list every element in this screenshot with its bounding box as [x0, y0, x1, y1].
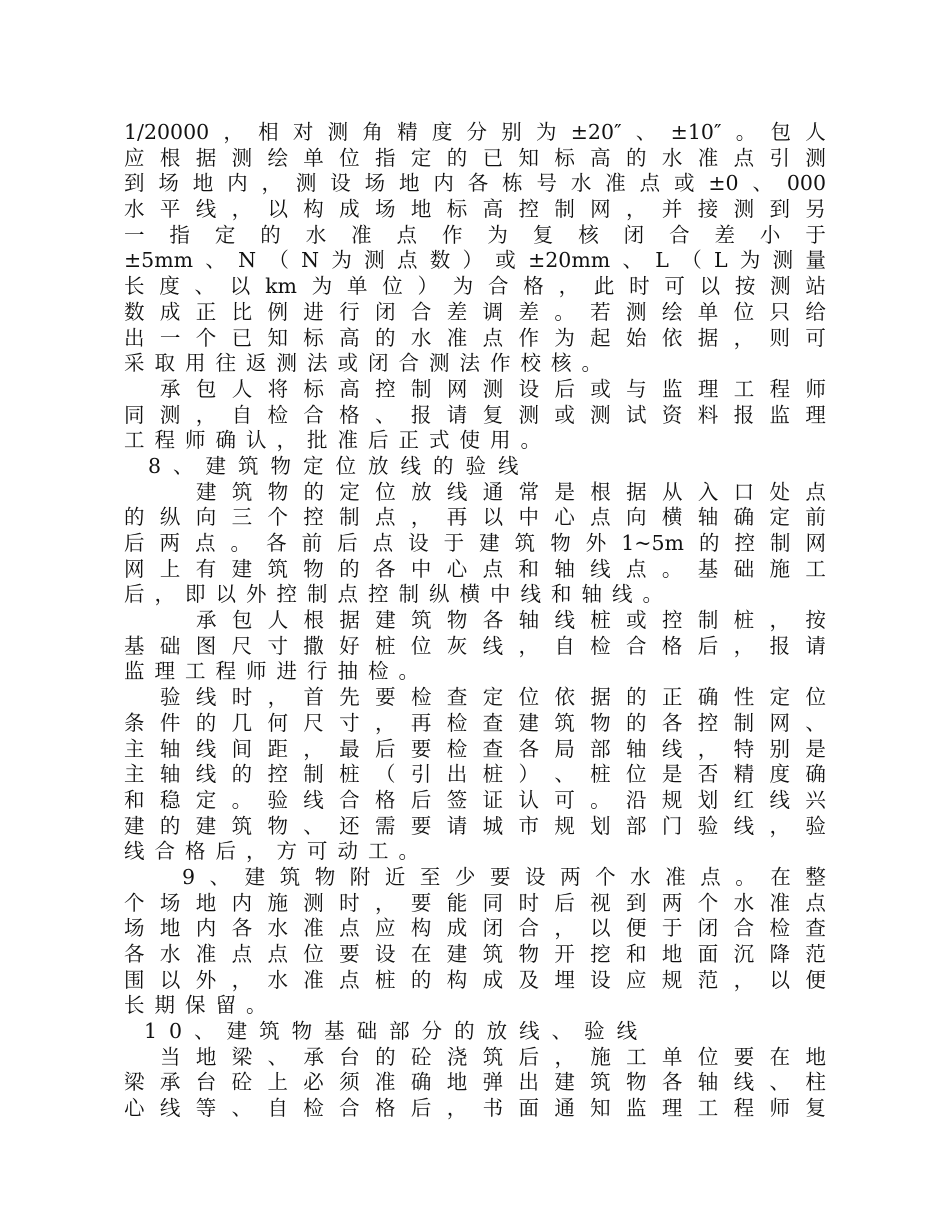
- text-line: 承 包 人 根 据 建 筑 物 各 轴 线 桩 或 控 制 桩 ， 按: [196, 608, 826, 633]
- text-line: 10、建筑物基础部分的放线、验线: [144, 1019, 650, 1044]
- text-line: 一 指 定 的 水 准 点 作 为 复 核 闭 合 差 小 于: [124, 222, 826, 247]
- text-line: 1/20000 ， 相 对 测 角 精 度 分 别 为 ±20″ 、 ±10″ 。 包 人: [124, 120, 826, 144]
- text-line: 验 线 时 ， 首 先 要 检 查 定 位 依 据 的 正 确 性 定 位: [160, 685, 826, 710]
- text-line: 场 地 内 各 水 准 点 应 构 成 闭 合 ， 以 便 于 闭 合 检 查: [124, 916, 826, 941]
- text-line: 建 的 建 筑 物 、 还 需 要 请 城 市 规 划 部 门 验 线 ， 验: [124, 813, 826, 838]
- text-line: 监理工程师进行抽检。: [124, 659, 429, 684]
- text-line: 水 平 线 ， 以 构 成 场 地 标 高 控 制 网 ， 并 接 测 到 另: [124, 197, 826, 222]
- text-line: 采取用往返测法或闭合测法作校核。: [124, 351, 612, 376]
- text-line: 围 以 外 ， 水 准 点 桩 的 构 成 及 埋 设 应 规 范 ， 以 便: [124, 967, 826, 992]
- text-line: 工程师确认，批准后正式使用。: [124, 428, 551, 453]
- text-line: 的 纵 向 三 个 控 制 点 ， 再 以 中 心 点 向 横 轴 确 定 前: [124, 505, 826, 530]
- text-line: 9 、 建 筑 物 附 近 至 少 要 设 两 个 水 准 点 。 在 整: [182, 864, 826, 889]
- text-line: 建 筑 物 的 定 位 放 线 通 常 是 根 据 从 入 口 处 点: [196, 479, 826, 504]
- text-line: 应 根 据 测 绘 单 位 指 定 的 已 知 标 高 的 水 准 点 引 测: [124, 145, 826, 170]
- text-line: 网 上 有 建 筑 物 的 各 中 心 点 和 轴 线 点 。 基 础 施 工: [124, 556, 826, 581]
- text-line: 当 地 梁 、 承 台 的 砼 浇 筑 后 ， 施 工 单 位 要 在 地: [160, 1044, 826, 1069]
- text-line: 主 轴 线 的 控 制 桩 （ 引 出 桩 ） 、 桩 位 是 否 精 度 确: [124, 762, 826, 787]
- text-line: 条 件 的 几 何 尺 寸 ， 再 检 查 建 筑 物 的 各 控 制 网 、: [124, 710, 826, 735]
- text-line: 到 场 地 内 ， 测 设 场 地 内 各 栋 号 水 准 点 或 ±0 、 000: [124, 171, 826, 196]
- text-line: 各 水 准 点 点 位 要 设 在 建 筑 物 开 挖 和 地 面 沉 降 范: [124, 942, 826, 966]
- text-line: 心 线 等 、 自 检 合 格 后 ， 书 面 通 知 监 理 工 程 师 复: [124, 1096, 826, 1121]
- text-line: 8、建筑物定位放线的验线: [148, 453, 531, 478]
- text-line: 后，即以外控制点控制纵横中线和轴线。: [124, 582, 673, 607]
- text-line: 和 稳 定 。 验 线 合 格 后 签 证 认 可 。 沿 规 划 红 线 兴: [124, 787, 826, 812]
- text-line: 承 包 人 将 标 高 控 制 网 测 设 后 或 与 监 理 工 程 师: [160, 376, 826, 401]
- text-line: 线合格后，方可动工。: [124, 839, 429, 864]
- text-line: 出 一 个 已 知 标 高 的 水 准 点 作 为 起 始 依 据 ， 则 可: [124, 325, 826, 350]
- text-line: 梁 承 台 砼 上 必 须 准 确 地 弹 出 建 筑 物 各 轴 线 、 柱: [124, 1070, 826, 1095]
- text-line: 长期保留。: [124, 993, 277, 1018]
- text-line: 个 场 地 内 施 测 时 ， 要 能 同 时 后 视 到 两 个 水 准 点: [124, 890, 826, 915]
- text-line: ±5mm 、 N （ N 为 测 点 数 ） 或 ±20mm 、 L （ L 为 测 量: [124, 248, 826, 273]
- text-line: 主 轴 线 间 距 ， 最 后 要 检 查 各 局 部 轴 线 ， 特 别 是: [124, 736, 826, 761]
- text-line: 基 础 图 尺 寸 撒 好 桩 位 灰 线 ， 自 检 合 格 后 ， 报 请: [124, 633, 826, 658]
- text-line: 数 成 正 比 例 进 行 闭 合 差 调 差 。 若 测 绘 单 位 只 给: [124, 299, 826, 324]
- text-line: 长 度 、 以 km 为 单 位 ） 为 合 格 ， 此 时 可 以 按 测 站: [124, 274, 826, 299]
- document-body: [124, 120, 826, 1122]
- text-line: 后 两 点 。 各 前 后 点 设 于 建 筑 物 外 1~5m 的 控 制 网: [124, 531, 826, 555]
- text-line: 同 测 ， 自 检 合 格 、 报 请 复 测 或 测 试 资 料 报 监 理: [124, 402, 826, 427]
